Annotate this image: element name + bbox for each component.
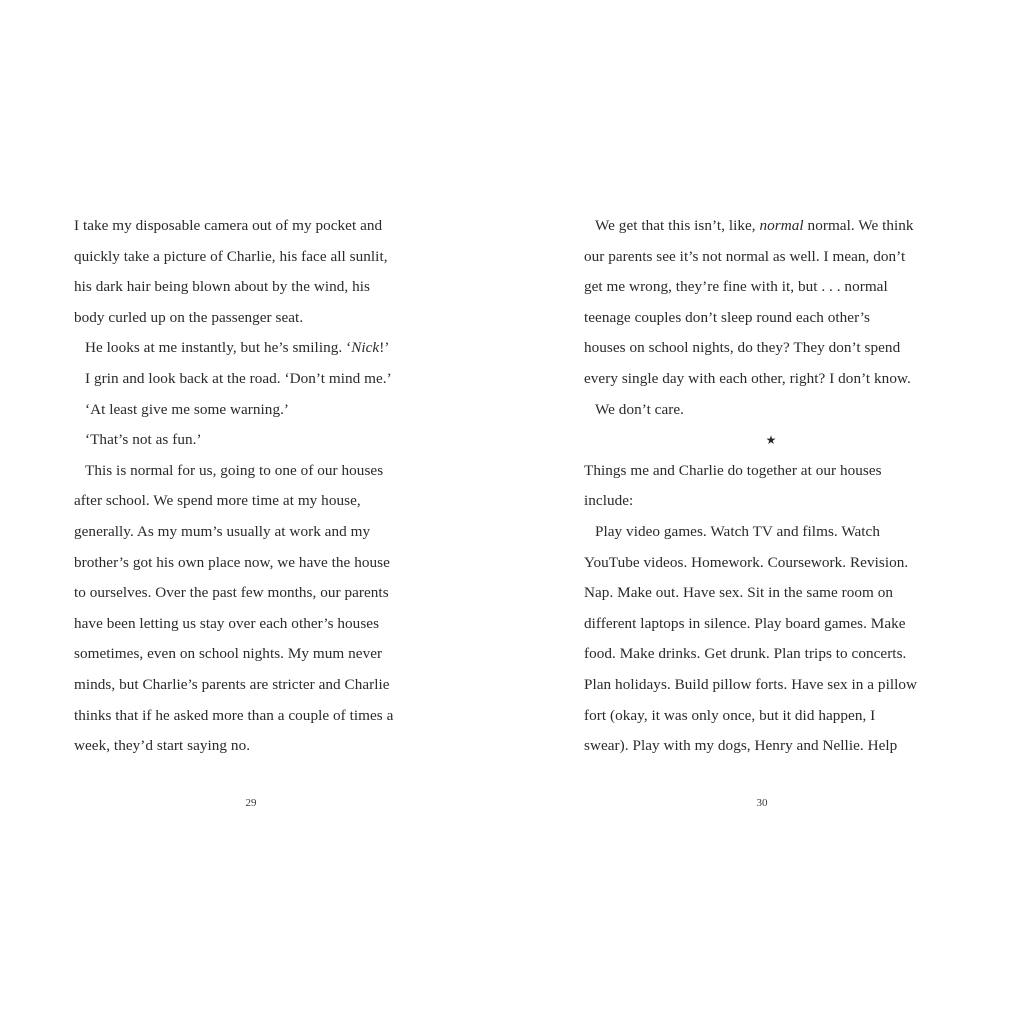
right-page-body [584, 211, 964, 762]
text-line: fort (okay, it was only once, but it did happen, I [584, 706, 876, 724]
text-line: our parents see it’s not normal as well. I mean, don’t [584, 247, 906, 265]
text-line: body curled up on the passenger seat. [74, 308, 304, 326]
page-number: 29 [245, 797, 257, 809]
text-line [74, 333, 444, 364]
text-line: ‘At least give me some warning.’ [85, 400, 290, 418]
italic-text: normal [759, 217, 804, 234]
text-line: week, they’d start saying no. [74, 737, 251, 755]
text-line: I take my disposable camera out of my pocket and [74, 217, 383, 234]
text-line: We don’t care. [595, 400, 685, 418]
text-line: Plan holidays. Build pillow forts. Have sex in a pillow [584, 675, 918, 693]
text-line: sometimes, even on school nights. My mum never [74, 645, 383, 663]
text-line: every single day with each other, right? I don’t know. [584, 369, 911, 387]
text-line: Things me and Charlie do together at our houses [584, 461, 882, 479]
text-line: generally. As my mum’s usually at work and my [74, 522, 371, 540]
text-line: food. Make drinks. Get drunk. Plan trips to concerts. [584, 645, 907, 663]
left-page-body [74, 211, 444, 762]
text-line: minds, but Charlie’s parents are stricter and Charlie [74, 675, 390, 693]
text-line: YouTube videos. Homework. Coursework. Revision. [584, 553, 909, 571]
text-segment: He looks at me instantly, but he’s smiling. ‘ [85, 339, 352, 357]
text-line: thinks that if he asked more than a couple of times a [74, 706, 394, 724]
text-segment: !’ [379, 339, 390, 357]
text-line [584, 211, 964, 242]
text-line: houses on school nights, do they? They don’t spend [584, 339, 901, 357]
text-line: swear). Play with my dogs, Henry and Nellie. Help [584, 737, 898, 755]
text-line: after school. We spend more time at my house, [74, 492, 361, 510]
text-line: Play video games. Watch TV and films. Watch [595, 522, 880, 540]
text-line: ‘That’s not as fun.’ [85, 431, 202, 449]
text-line: include: [584, 492, 634, 510]
text-line: I grin and look back at the road. ‘Don’t mind me.’ [85, 369, 392, 387]
left-page [0, 0, 512, 1025]
text-line: quickly take a picture of Charlie, his face all sunlit, [74, 247, 388, 265]
text-line: to ourselves. Over the past few months, our parents [74, 584, 389, 602]
page-number: 30 [756, 797, 768, 809]
section-break-star-icon: ★ [765, 433, 777, 448]
italic-text: Nick [351, 339, 380, 357]
text-line: get me wrong, they’re fine with it, but . . . normal [584, 278, 888, 296]
text-segment: We get that this isn’t, like, [595, 217, 760, 234]
text-line: brother’s got his own place now, we have the house [74, 553, 390, 571]
text-line: different laptops in silence. Play board games. Make [584, 614, 906, 632]
text-line: teenage couples don’t sleep round each other’s [584, 308, 870, 326]
text-line: Nap. Make out. Have sex. Sit in the same room on [584, 584, 894, 602]
right-page [512, 0, 1024, 1025]
text-segment: normal. We think [803, 217, 914, 234]
text-line: This is normal for us, going to one of our houses [85, 461, 384, 479]
text-line: have been letting us stay over each other’s houses [74, 614, 380, 632]
text-line: his dark hair being blown about by the wind, his [74, 278, 370, 296]
